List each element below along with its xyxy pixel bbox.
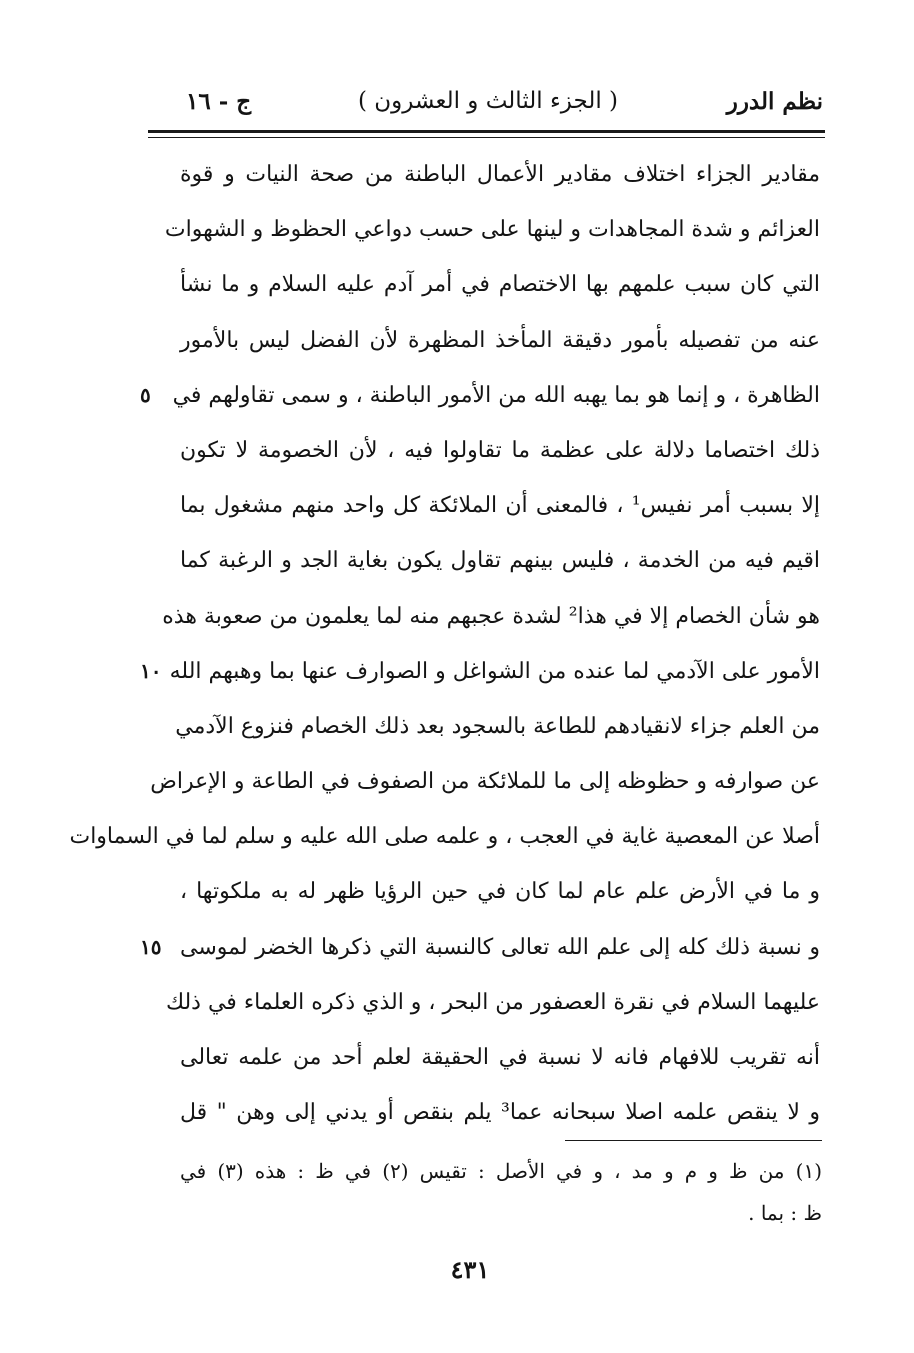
footnote-line: (١) من ظ و م و مد ، و في الأصل : تقيس (٢) في ظ : هذه (٣) في <box>180 1159 822 1183</box>
line-number: ١٠ <box>140 658 162 683</box>
volume-page-ref: ج - ١٦ <box>186 88 252 115</box>
text-line: من العلم جزاء لانقيادهم للطاعة بالسجود بعد ذلك الخصام فنزوع الآدمي <box>175 713 820 739</box>
book-title: نظم الدرر <box>726 88 823 115</box>
text-line: أنه تقريب للافهام فانه لا نسبة في الحقيقة لعلم أحد من علمه تعالى <box>180 1045 820 1070</box>
text-line: و ما في الأرض علم عام لما كان في حين الرؤيا ظهر له به ملكوتها ، <box>180 879 820 905</box>
text-line: عنه من تفصيله بأمور دقيقة المأخذ المظهرة لأن الفضل ليس بالأمور <box>180 327 820 353</box>
text-line: عن صوارفه و حظوظه إلى ما للملائكة من الصفوف في الطاعة و الإعراض <box>150 769 820 795</box>
text-line: و نسبة ذلك كله إلى علم الله تعالى كالنسبة التي ذكرها الخضر لموسى ١٥ <box>180 920 820 975</box>
text-line: مقادير الجزاء اختلاف مقادير الأعمال الباطنة من صحة النيات و قوة <box>180 162 820 187</box>
page-number: ٤٣١ <box>450 1255 490 1284</box>
part-label: ( الجزء الثالث و العشرون ) <box>358 88 618 114</box>
text-line: الأمور على الآدمي لما عنده من الشواغل و الصوارف عنها بما وهبهم الله ١٠ <box>180 644 820 699</box>
footnotes <box>180 1150 822 1234</box>
text-line: اقيم فيه من الخدمة ، فليس بينهم تقاول يكون بغاية الجد و الرغبة كما <box>180 548 820 574</box>
footnote-rule <box>565 1140 822 1141</box>
text-line: أصلا عن المعصية غاية في العجب ، و علمه صلى الله عليه و سلم لما في السماوات <box>69 824 820 850</box>
text-line: ذلك اختصاما دلالة على عظمة ما تقاولوا فيه ، لأن الخصومة لا تكون <box>180 437 820 463</box>
text-line: و لا ينقص علمه اصلا سبحانه عما³ يلم بنقص أو يدني إلى وهن " قل <box>180 1100 820 1126</box>
footnote-line: ظ : بما . <box>748 1201 822 1225</box>
text-line: هو شأن الخصام إلا في هذا² لشدة عجبهم منه لما يعلمون من صعوبة هذه <box>162 603 820 629</box>
header-rule-thin <box>148 137 825 138</box>
text-line: الظاهرة ، و إنما هو بما يهبه الله من الأمور الباطنة ، و سمى تقاولهم في ٥ <box>180 368 820 423</box>
text-line: العزائم و شدة المجاهدات و لينها على حسب دواعي الحظوظ و الشهوات <box>164 217 820 243</box>
text-line: إلا بسبب أمر نفيس¹ ، فالمعنى أن الملائكة كل واحد منهم مشغول بما <box>180 493 820 519</box>
running-header <box>148 82 823 126</box>
header-rule-thick <box>148 130 825 133</box>
text-line: عليهما السلام في نقرة العصفور من البحر ، و الذي ذكره العلماء في ذلك <box>165 989 820 1015</box>
line-number: ١٥ <box>140 934 162 959</box>
main-text <box>69 147 820 1140</box>
text-line: التي كان سبب علمهم بها الاختصام في أمر آدم عليه السلام و ما نشأ <box>180 272 820 298</box>
line-number: ٥ <box>140 382 151 407</box>
